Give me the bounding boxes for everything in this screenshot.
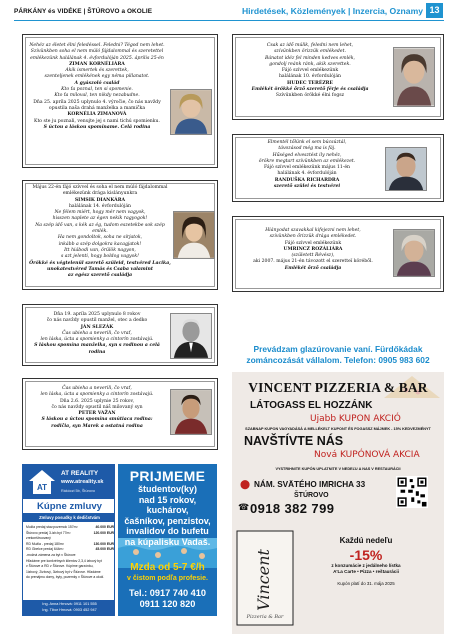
notice-line: opustila naša drahá manželka a mamička [48,105,146,111]
contact-2: Ing. Tibor Hrnová: 0903 452 947 [42,608,97,613]
notice-line: az egész szerető családja [67,273,133,279]
notice-line: čo nás navždy opustil manžel, otec a dedko [46,318,148,324]
listing-desc: 1izbový, 2izbový, 3izbový byt v Štúrove. Hľadáme [26,569,101,574]
pizzeria-note-hu: SZABNAP KUPON VAGYADÁSÁ A MELLÉKELT KUPONT ÉS FOGASSZ MÁJMEK - 15% KEDVEZMÉNYT [245,427,431,431]
listing-desc: RD Mužla - predaj 180m² [26,541,64,546]
page-header [0,0,453,22]
notice-text [237,140,377,190]
at-reality-ad [22,464,115,616]
notice-text [235,43,385,100]
location-pin-icon: ⬤ [240,480,251,490]
notice-line: S láskou a úctou spomína smútiaca rodina: [41,417,153,423]
notice-simsik [22,180,218,290]
listing-desc: RD Gbelce predaj 644m² [26,547,64,552]
notice-line: halálának 14. évfordulóján [68,203,132,209]
notice-line: unokatestvéred Tamás és Csaba valamint [47,266,153,272]
notice-line: távozásod még ma is fáj. [278,146,336,152]
contact-1: Ing. Anna Hrnová: 0911 101 555 [42,602,97,606]
section-title: Hirdetések, Közlemények | Inzercia, Oznamy [241,6,423,16]
notice-line: halálának 4. évfordulóján [277,171,337,177]
notice-line: örökre megtart szívünkben az emlékezet. [258,158,356,164]
notice-line: s azt jelenti, hogy boldog vagyok! [60,254,140,260]
pizzeria-phone: 0918 382 799 [250,501,335,516]
notice-line: Itt hiábodi van, örülök nagyon, [64,247,136,253]
notice-line: Szívünkben örökké élni fogsz [275,93,345,99]
notice-line: HUDEC TERÉZRE [287,80,333,86]
house-logo-icon [27,468,57,496]
vincent-logo [236,530,294,626]
page-number: 13 [426,3,443,18]
notice-line: KORNÉLIA ZIMANOVÁ [67,112,127,118]
sunday-discount [296,530,436,626]
notice-line: (született Révész), [291,253,335,259]
phone-1: Tel.: 0917 740 410 [129,588,206,598]
discount-text2: A'La Carte • Pizza • reštaurácii [333,569,399,574]
portrait-photo [173,211,215,259]
position-line1: študentov(ky) [137,484,197,494]
portrait-photo [393,47,435,107]
notice-text [27,185,173,279]
position-line4: invalidov do bufetu [126,526,209,536]
notice-text [27,312,167,356]
notice-line: gondolj reánk ránk, akik szerettek. [269,61,351,67]
pizzeria-coupon-sk: Nová KUPÓNOVÁ AKCIA [314,450,420,460]
header-rule [14,20,444,21]
notice-line: Fájó szívvel emlékezünk [281,68,339,74]
notice-line: len láska, úcta a spomienky a cintorín zostávajú. [40,337,154,343]
notice-line: Hiányodat szavakkal kifejezni nem lehet, [265,228,361,233]
pizzeria-coupon-hu: Ujabb KUPON AKCIÓ [310,414,401,424]
notice-line: Elmentél tőlünk el sem búcsúztál, [267,140,347,145]
notice-line: UMRINCZ ROZÁLIÁRA [283,246,343,252]
notice-line: Emlékét örökké őrző szerető férje és családja [251,87,369,93]
notice-line: Čas ubieha a neverili, čo vrať, [62,386,132,391]
notice-line: szerető szülei és testvérei [273,184,341,190]
notice-line: inkább a szép dolgokra kacagjatok! [58,241,142,247]
publication-name: PÁRKÁNY és VIDÉKE | ŠTÚROVO a OKOLIE [14,8,153,15]
portrait-photo [170,89,212,135]
notice-zimanova [22,34,218,168]
notice-line: Kto ťa miloval, ten nikdy nezabudne. [54,93,140,99]
prijmeme-ad [118,464,217,616]
at-reality-headline: Kúpne zmluvy [36,501,103,512]
listing-row [26,575,114,581]
notice-line: JÁN SLEZÁK [80,324,114,330]
notice-line: Ne félem miért, hogy mér nem vagyok, [54,210,146,216]
position-line2: nad 15 rokov, kuchárov, [138,494,197,515]
notice-line: Ha nem gondoltok, soha ne sírjatok, [57,235,143,241]
listing-price: 45.000 EUR [95,547,114,552]
qr-code-icon [396,476,428,508]
notice-line: Május 22-én fájó szívvel és soha el nem múló fájdalommal [32,185,168,190]
pizzeria-note-sk: VYSTRIHNITE KUPÓN UPLATNITE V NEDEĽU A NAS V RESTAURÁCII [275,467,401,471]
notice-line: hisszen naplete az égen nekik ragyogok! [52,216,148,222]
position-line3: čašníkov, penzistov, [124,515,211,526]
at-reality-address: Rákóczi 5b, Štúrovo [61,489,95,493]
pizzeria-ad [232,372,444,634]
discount-percent: -15% [349,547,383,563]
pizzeria-address: NÁM. SVÄTÉHO IMRICHA 33 [254,480,366,489]
notice-line: Kto ste ju poznali, venujte jej s nami tichú spomienku. [34,118,160,124]
listing-desc: zrekonštruovaný [26,536,51,541]
glazing-ad [232,344,444,368]
notice-line: Emlékét őrző családja [284,265,342,271]
notice-line: Kto ťa poznal, ten si spomenie. [61,87,133,93]
prijmeme-pay [118,562,217,584]
position-line5: na kúpalisku Vadaš. [124,536,211,547]
notice-line: SIMSIK DIANKÁRA [74,197,126,203]
notice-line: Na szép idő van, s kék az ég, tudom eszetekbe sok szép emlék. [35,222,165,235]
phone-2: 0911 120 820 [139,598,196,609]
notice-text [237,228,389,272]
notice-line: S úctou a láskou spomíname. Celá rodina [43,124,151,130]
listing-price: 40.000 EUR [95,525,114,529]
notice-slezak [22,304,218,366]
notice-line: halálának 10. évfordulóján [278,74,342,80]
notice-line: Csak az idő múlik, feledni nem lehet, [266,43,354,48]
listing-desc: Štúrovo predaj 3-izb.byt 77m² [26,530,71,535]
listing-desc: Mužla predaj stav.pozemok 157m² [26,525,78,529]
svg-text:AT: AT [36,483,48,492]
pay-line1: Mzda od 5-7 €/h [130,562,205,573]
phone-icon: ☎ [238,503,250,513]
notice-line: emlékezünk halálának 4. évfordulóján 2025. április 25-én [30,55,164,61]
pizzeria-title: VINCENT PIZZERIA & BAR [248,380,428,395]
at-reality-name: AT REALITY [61,470,99,477]
prijmeme-positions [118,484,217,547]
logo-sub: Pizzeria & Bar [246,614,284,620]
pizzeria-city: ŠTÚROVO [294,492,329,499]
notice-line: Szívünkben soha el nem múló fájdalommal és szeretettel [30,49,164,55]
notice-text [27,386,167,430]
discount-text1: z konzumácie z jedálneho lístka [331,563,401,568]
discount-validity: Kupón platí do 31. mája 2025 [337,581,395,586]
listing-desc: Hľadáme pre konkrétnych klientov 2,3,4 izbový byt [26,558,102,563]
listing-list [26,525,114,581]
notice-line: aki 2007. május 21-én távozott el szeretteï köréből. [253,259,373,265]
notice-line: Örökké és végtelenül szerető szüleid, testvéred Lacika, [29,260,171,266]
pay-line2: v čistom podľa profesie. [127,575,208,582]
at-reality-contacts [23,600,115,615]
notice-line: Bánatot idéz fel minden kedves emlék, [264,55,356,61]
notice-umrincova [232,216,444,292]
at-reality-subhead: Zmluvy posudky k dedičstvám [23,513,115,522]
notice-vazan [22,378,218,450]
notice-line: Dňa 25. apríla 2025 uplynulo 4. výročie, čo nás navždy [33,99,161,105]
portrait-photo [170,389,212,435]
listing-desc: v Štúrove a RD v Štúrove. Kúpime garzónku, [26,564,94,569]
notice-line: čo nás navždy opustil náš milovaný syn [51,404,143,410]
portrait-photo [393,229,435,277]
at-reality-web: www.atreality.sk [61,479,104,485]
listing-price: 130.000 EUR [93,541,114,546]
listing-price: 120.000 EUR [93,530,114,535]
notice-line: ZIMAN KORNÉLIÁRA [69,61,125,67]
notice-line: Fájó szívvel emlékezünk [284,240,342,246]
notice-line: emlékezünk drága kislányunkra [62,191,138,197]
glazing-ad-line1: Prevádzam glazúrovanie vaní. Fürdőkádak [253,344,423,354]
listing-desc: do prenájmu domy, byty, pozemky v Štúrove a okolí. [26,575,105,580]
notice-line: Dňa 2.6. 2025 uplynie 25 rokov, [59,398,135,404]
notice-hudec [232,34,444,120]
portrait-photo [170,313,212,359]
notice-line: Nehéz az életet élni feledéssel. Feledni? Tégod nem lehet. [29,43,165,48]
listing-desc: -možná zámena za byt v Štúrove [26,552,76,557]
notice-line: PETER VAŽAN [78,411,116,417]
pizzeria-visit-sk: NAVŠTÍVTE NÁS [244,434,344,448]
logo-script: Vincent [254,549,273,611]
glazing-ad-line2: zománcozását vállalom. Telefon: 0905 983 602 [246,354,430,365]
notice-line: szívünkben őrizzük drága emlékedet. [269,234,357,240]
notice-line: Hűséged elvesztést ily nehéz, [272,152,342,158]
notice-line: S láskou spomína manželka, syn s rodinou a celá rodina [34,343,160,355]
notice-randuska [232,134,444,202]
notice-line: len láska, úcta a spomienky a cintorín zostávajú. [40,392,154,398]
notice-line: Čas ubieha a neverili, čo vrať, [62,330,132,336]
portrait-photo [385,147,427,191]
notice-line: RANDUŠKA RICHARDRA [274,177,340,183]
notice-line: A gyászoló család [74,80,120,86]
notice-line: szívünkben örizzük emlékedet. [274,49,346,55]
prijmeme-title: PRIJMEME [129,468,206,484]
notice-line: szenteljenek emlékének egy néma pillanatot. [44,74,150,80]
pizzeria-visit-hu: LÁTOGASS EL HOZZÁNK [250,400,373,411]
notice-text [27,43,167,131]
notice-line: rodičia, syn Marek a ostatná rodina [51,423,143,429]
notice-line: Dňa 19. apríla 2025 uplynulo 8 rokov [53,312,141,317]
notice-line: Fájó szívvel emlékezünk május 11-én [263,165,351,171]
prijmeme-phones [118,588,217,609]
notice-line: Akik ismertek és szerettek, [65,68,129,74]
discount-title: Každú nedeľu [339,536,393,545]
